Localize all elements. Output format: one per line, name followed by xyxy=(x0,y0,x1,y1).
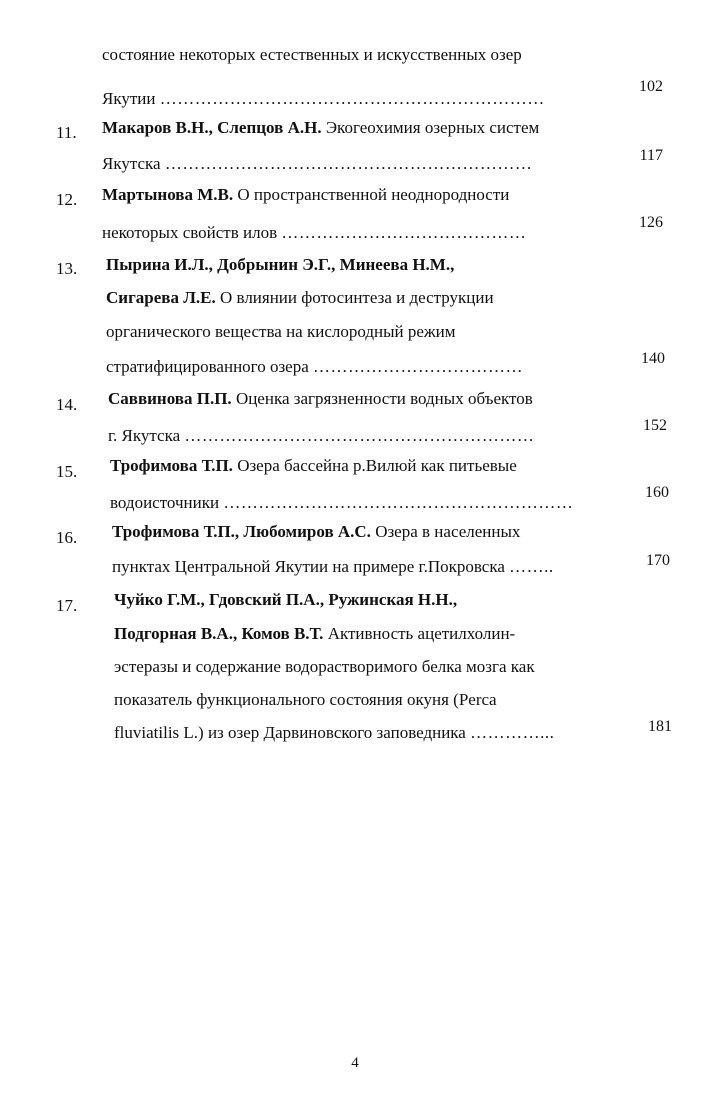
toc-entry-line: Трофимова Т.П. Озера бассейна р.Вилюй как питьевые xyxy=(110,456,517,475)
toc-page-number: 160 xyxy=(645,484,669,501)
toc-entry-authors: Трофимова Т.П. xyxy=(110,456,233,475)
toc-entry-line: органического вещества на кислородный режим xyxy=(106,322,456,341)
toc-entry-number: 13. xyxy=(56,259,78,278)
toc-entry-line: Саввинова П.П. Оценка загрязненности водных объектов xyxy=(108,389,533,408)
toc-entry-authors: Подгорная В.А., Комов В.Т. xyxy=(114,624,324,643)
dot-leader: …………………………………………………… xyxy=(223,493,574,512)
dot-leader: ……………………………… xyxy=(313,357,524,376)
toc-page-number: 152 xyxy=(643,417,667,434)
toc-entry-line: Якутска ……………………………………………………… xyxy=(102,154,533,173)
toc-entry-line: состояние некоторых естественных и искусственных озер xyxy=(102,45,522,64)
toc-entry-line: некоторых свойств илов …………………………………… xyxy=(102,223,527,242)
toc-page-number: 170 xyxy=(646,552,670,569)
toc-entry-line: показатель функционального состояния окуня (Perca xyxy=(114,690,497,709)
toc-entry-number: 15. xyxy=(56,462,78,481)
toc-entry-line: водоисточники …………………………………………………… xyxy=(110,493,574,512)
toc-entry-number: 11. xyxy=(56,123,77,142)
toc-entry-number: 14. xyxy=(56,395,78,414)
toc-entry-line: Сигарева Л.Е. О влиянии фотосинтеза и деструкции xyxy=(106,288,494,307)
dot-leader: ……………………………………………………… xyxy=(164,154,533,173)
toc-entry-authors: Чуйко Г.М., Гдовский П.А., Ружинская Н.Н., xyxy=(114,590,458,609)
toc-entry-authors: Пырина И.Л., Добрынин Э.Г., Минеева Н.М., xyxy=(106,255,455,274)
toc-entry-line: пунктах Центральной Якутии на примере г.Покровска …….. xyxy=(112,557,554,576)
toc-entry-authors: Сигарева Л.Е. xyxy=(106,288,216,307)
toc-entry-number: 17. xyxy=(56,596,78,615)
toc-entry-line: fluviatilis L.) из озер Дарвиновского заповедника …………... xyxy=(114,723,555,742)
toc-page-number: 102 xyxy=(639,78,663,95)
toc-entry-line: Трофимова Т.П., Любомиров А.С. Озера в населенных xyxy=(112,522,521,541)
toc-entry-authors: Трофимова Т.П., Любомиров А.С. xyxy=(112,522,371,541)
toc-entry-number: 16. xyxy=(56,528,78,547)
toc-entry-line: стратифицированного озера ……………………………… xyxy=(106,357,524,376)
toc-entry-line: Подгорная В.А., Комов В.Т. Активность ацетилхолин- xyxy=(114,624,516,643)
toc-entry-authors: Мартынова М.В. xyxy=(102,185,234,204)
dot-leader: ………………………………………………………… xyxy=(159,89,545,108)
toc-page-number: 126 xyxy=(639,214,663,231)
toc-page-number: 140 xyxy=(641,350,665,367)
toc-page-number: 181 xyxy=(648,718,672,735)
toc-page-number: 117 xyxy=(639,147,663,164)
toc-entry-authors: Саввинова П.П. xyxy=(108,389,232,408)
toc-entry-line xyxy=(114,589,457,611)
toc-entry-line: Якутии ………………………………………………………… xyxy=(102,89,545,108)
toc-entry-line xyxy=(106,254,454,276)
toc-entry-line: г. Якутска …………………………………………………… xyxy=(108,426,535,445)
toc-entry-authors: Макаров В.Н., Слепцов А.Н. xyxy=(102,118,322,137)
dot-leader: …………………………………………………… xyxy=(184,426,535,445)
dot-leader: …………………………………… xyxy=(281,223,527,242)
dot-leader: …….. xyxy=(509,557,554,576)
dot-leader: …………... xyxy=(470,723,555,742)
footer-page-number: 4 xyxy=(351,1055,359,1071)
toc-entry-line: Мартынова М.В. О пространственной неоднородности xyxy=(102,185,510,204)
toc-entry-line: эстеразы и содержание водорастворимого белка мозга как xyxy=(114,657,535,676)
toc-entry-line: Макаров В.Н., Слепцов А.Н. Экогеохимия озерных систем xyxy=(102,118,540,137)
toc-entry-number: 12. xyxy=(56,190,78,209)
